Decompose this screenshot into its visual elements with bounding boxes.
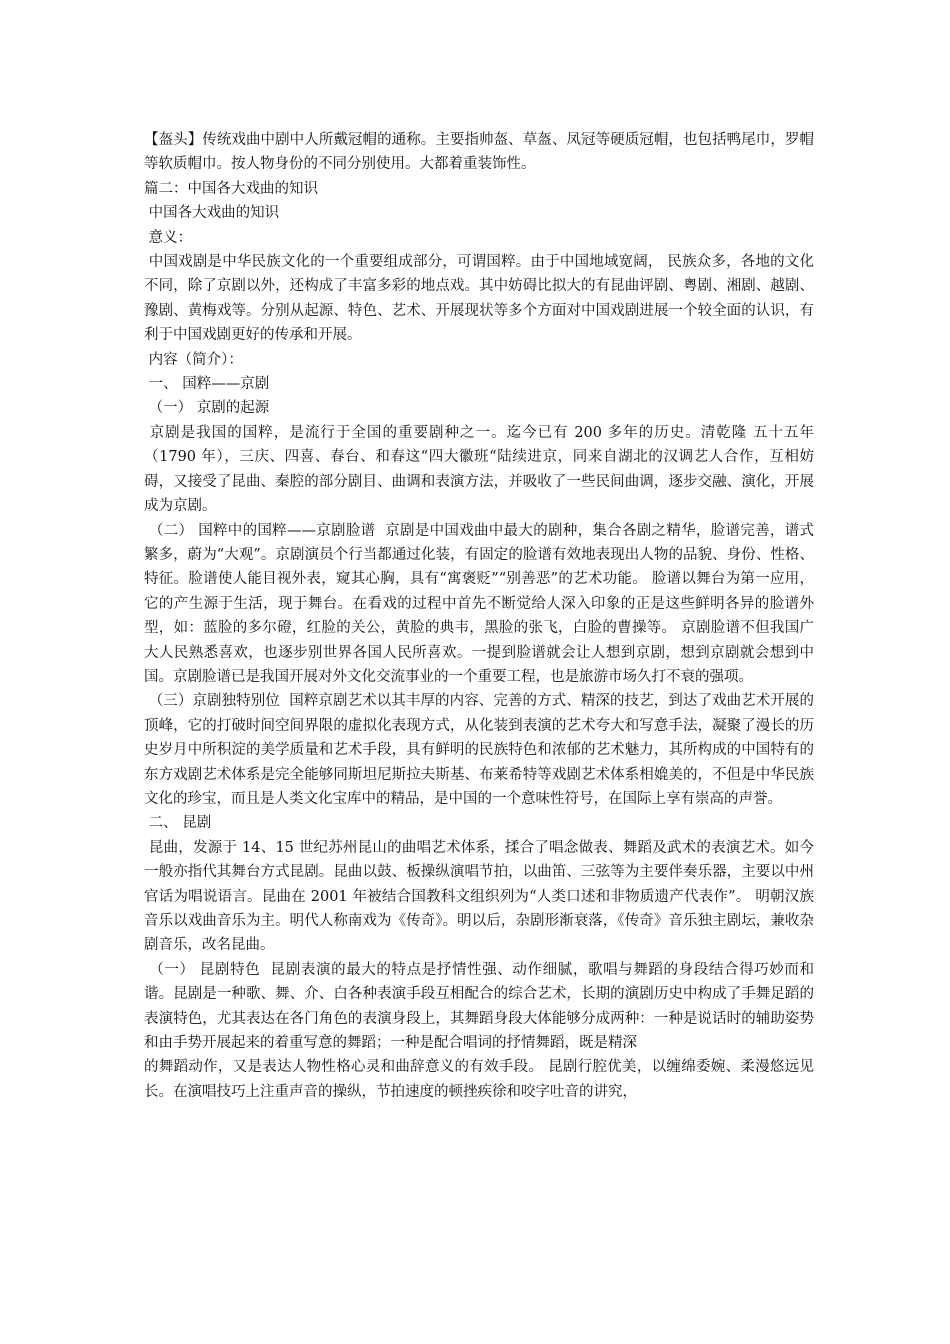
paragraph-origin: 京剧是我国的国粹，是流行于全国的重要剧种之一。迄今已有 200 多年的历史。清乾隆 五十五年（1790 年），三庆、四喜、春台、和春这“四大徽班“陆续进京，同来自湖北的汉调艺人合作，互相妨碍，又接受了昆曲、秦腔的部分剧目、曲调和表演方法，并吸收了一些民间曲调，逐步交融、演化，开展成为京剧。 bbox=[144, 424, 815, 515]
heading-significance: 意义： bbox=[144, 229, 193, 246]
subheading-origin: （一） 京剧的起源 bbox=[144, 400, 270, 417]
paragraph-facial-masks: （二） 国粹中的国粹——京剧脸谱 京剧是中国戏曲中最大的剧种，集合各剧之精华，脸谱完善，谱式繁多，蔚为“大观”。京剧演员个行当都通过化装，有固定的脸谱有效地表现出人物的品貌、身份、性格、特征。脸谱使人能目视外表，窥其心胸，具有“寓褒贬”“别善恶”的艺术功能。 脸谱以舞台为第一应用，它的产生源于生活，现于舞台。在看戏的过程中首先不断觉给人深入印象的正是这些鲜明各异的脸谱外型，如：蓝脸的多尔磴，红脸的关公，黄脸的典韦，黑脸的张飞，白脸的曹操等。 京剧脸谱不但我国广大人民熟悉喜欢，也逐步别世界各国人民所喜欢。一提到脸谱就会让人想到京剧，想到京剧就会想到中国。京剧脸谱已是我国开展对外文化交流事业的一个重要工程，也是旅游市场久打不衰的强项。 bbox=[144, 522, 814, 685]
heading-contents: 内容（简介）： bbox=[144, 351, 243, 368]
paragraph-significance: 中国戏剧是中华民族文化的一个重要组成部分，可谓国粹。由于中国地域宽阔， 民族众多，各地的文化不同，除了京剧以外，还构成了丰富多彩的地点戏。其中妨碍比拟大的有昆曲评剧、粤剧、湘剧、越剧、豫剧、黄梅戏等。分别从起源、特色、艺术、开展现状等多个方面对中国戏剧进展一个较全面的认识，有利于中国戏剧更好的传承和开展。 bbox=[144, 254, 815, 344]
heading-kunqu: 二、 昆剧 bbox=[144, 815, 212, 832]
paragraph-kunqu-features: （一） 昆剧特色 昆剧表演的最大的特点是抒情性强、动作细腻，歌唱与舞蹈的身段结合得巧妙而和谐。昆剧是一种歌、舞、介、白各种表演手段互相配合的综合艺术，长期的演剧历史中构成了手舞足蹈的表演特色，尤其表达在各门角色的表演身段上，其舞蹈身段大体能够分成两种：一种是说话时的辅助姿势和由手势开展起来的着重写意的舞蹈；一种是配合唱词的抒情舞蹈，既是精深 bbox=[144, 961, 815, 1052]
document-body bbox=[144, 128, 814, 1104]
heading-peking-opera: 一、 国粹——京剧 bbox=[144, 376, 270, 393]
section-heading-part-two: 篇二：中国各大戏曲的知识 bbox=[144, 180, 318, 197]
document-title: 中国各大戏曲的知识 bbox=[144, 205, 280, 222]
paragraph-unique-status: （三）京剧独特别位 国粹京剧艺术以其丰厚的内容、完善的方式、精深的技艺，到达了戏曲艺术开展的顶峰，它的打破时间空间界限的虚拟化表现方式，从化装到表演的艺术夸大和写意手法，凝聚了漫长的历史岁月中所积淀的美学质量和艺术手段，具有鲜明的民族特色和浓郁的艺术魅力，其所构成的中国特有的东方戏剧艺术体系是完全能够同斯坦尼斯拉夫斯基、布莱希特等戏剧艺术体系相嫓美的，不但是中华民族文化的珍宝，而且是人类文化宝库中的精品，是中国的一个意味性符号，在国际上享有崇高的声誉。 bbox=[144, 693, 814, 807]
paragraph-kunqu: 昆曲，发源于 14、15 世纪苏州昆山的曲唱艺术体系，揉合了唱念做表、舞蹈及武术的表演艺术。如今一般亦指代其舞台方式昆剧。昆曲以鼓、板操纵演唱节拍，以曲笛、三弦等为主要伴奏乐器，主要以中州官话为唱说语言。昆曲在 2001 年被结合国教科文组织列为“人类口述和非物质遗产代表作”。 明朝汉族音乐以戏曲音乐为主。明代人称南戏为《传奇》。明以后，杂剧形渐衰落，《传奇》音乐独主剧坛，兼收杂剧音乐，改名昆曲。 bbox=[144, 839, 814, 954]
paragraph-kuitou-definition: 【盔头】传统戏曲中剧中人所戴冠帽的通称。主要指帅盔、草盔、凤冠等硬质冠帽，也包括鸭尾巾，罗帽等软质帽巾。按人物身份的不同分别使用。大都着重装饰性。 bbox=[144, 132, 814, 173]
paragraph-kunqu-continued: 的舞蹈动作，又是表达人物性格心灵和曲辞意义的有效手段。 昆剧行腔优美，以缠绵委婉、柔漫悠远见长。在演唱技巧上注重声音的操纵，节拍速度的顿挫疾徐和咬字吐音的讲究， bbox=[144, 1059, 814, 1100]
